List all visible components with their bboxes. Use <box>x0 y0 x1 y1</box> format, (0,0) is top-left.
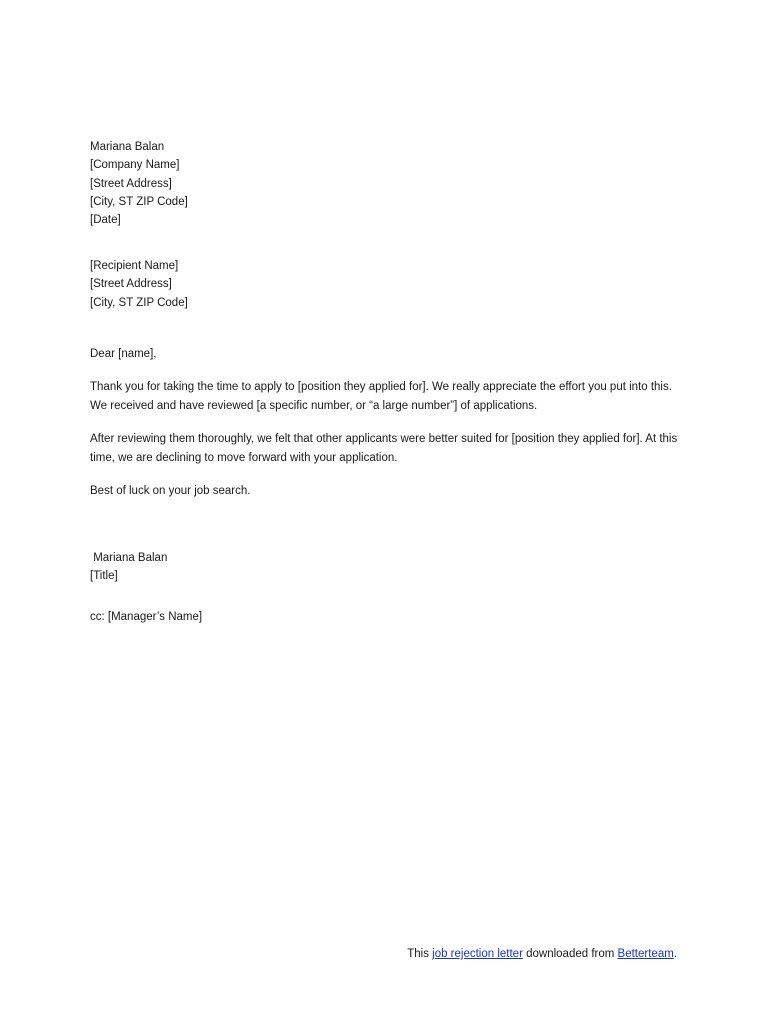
sender-address-block <box>90 138 690 229</box>
salutation <box>90 345 690 363</box>
letter-date: [Date] <box>90 214 121 227</box>
cc-line <box>90 608 690 626</box>
footer-middle: downloaded from <box>522 948 618 960</box>
recipient-street: [Street Address] <box>90 278 172 291</box>
signature-title: [Title] <box>90 570 118 583</box>
signature-block <box>90 549 690 586</box>
body-paragraph-2-text: After reviewing them thoroughly, we felt that other applicants were better suited for [position they applied for]. At this time, we are declining to move forward with your application. <box>90 433 678 464</box>
footer-suffix: . <box>673 948 677 960</box>
closing-text: Best of luck on your job search. <box>90 485 251 497</box>
body-paragraph-1-text: Thank you for taking the time to apply to [position they applied for]. We really appreciate the effort you put into this. We received and have reviewed [a specific number, or “a large number”] of applications. <box>90 381 672 412</box>
sender-city: [City, ST ZIP Code] <box>90 195 188 208</box>
closing-line <box>90 482 690 500</box>
sender-company: [Company Name] <box>90 159 180 172</box>
recipient-address-block <box>90 257 690 312</box>
recipient-city: [City, ST ZIP Code] <box>90 296 188 309</box>
cc-text: cc: [Manager’s Name] <box>90 611 203 623</box>
signature-name: Mariana Balan <box>90 552 168 564</box>
footer-attribution <box>407 945 677 963</box>
footer-prefix: This <box>407 948 433 960</box>
salutation-text: Dear [name], <box>90 348 157 360</box>
sender-name: Mariana Balan <box>90 141 165 153</box>
body-paragraph-2 <box>90 430 690 467</box>
sender-street: [Street Address] <box>90 177 172 190</box>
job-rejection-letter-link[interactable]: job rejection letter <box>432 948 523 960</box>
recipient-name: [Recipient Name] <box>90 260 179 272</box>
body-paragraph-1 <box>90 378 690 415</box>
betterteam-link[interactable]: Betterteam <box>617 948 674 960</box>
